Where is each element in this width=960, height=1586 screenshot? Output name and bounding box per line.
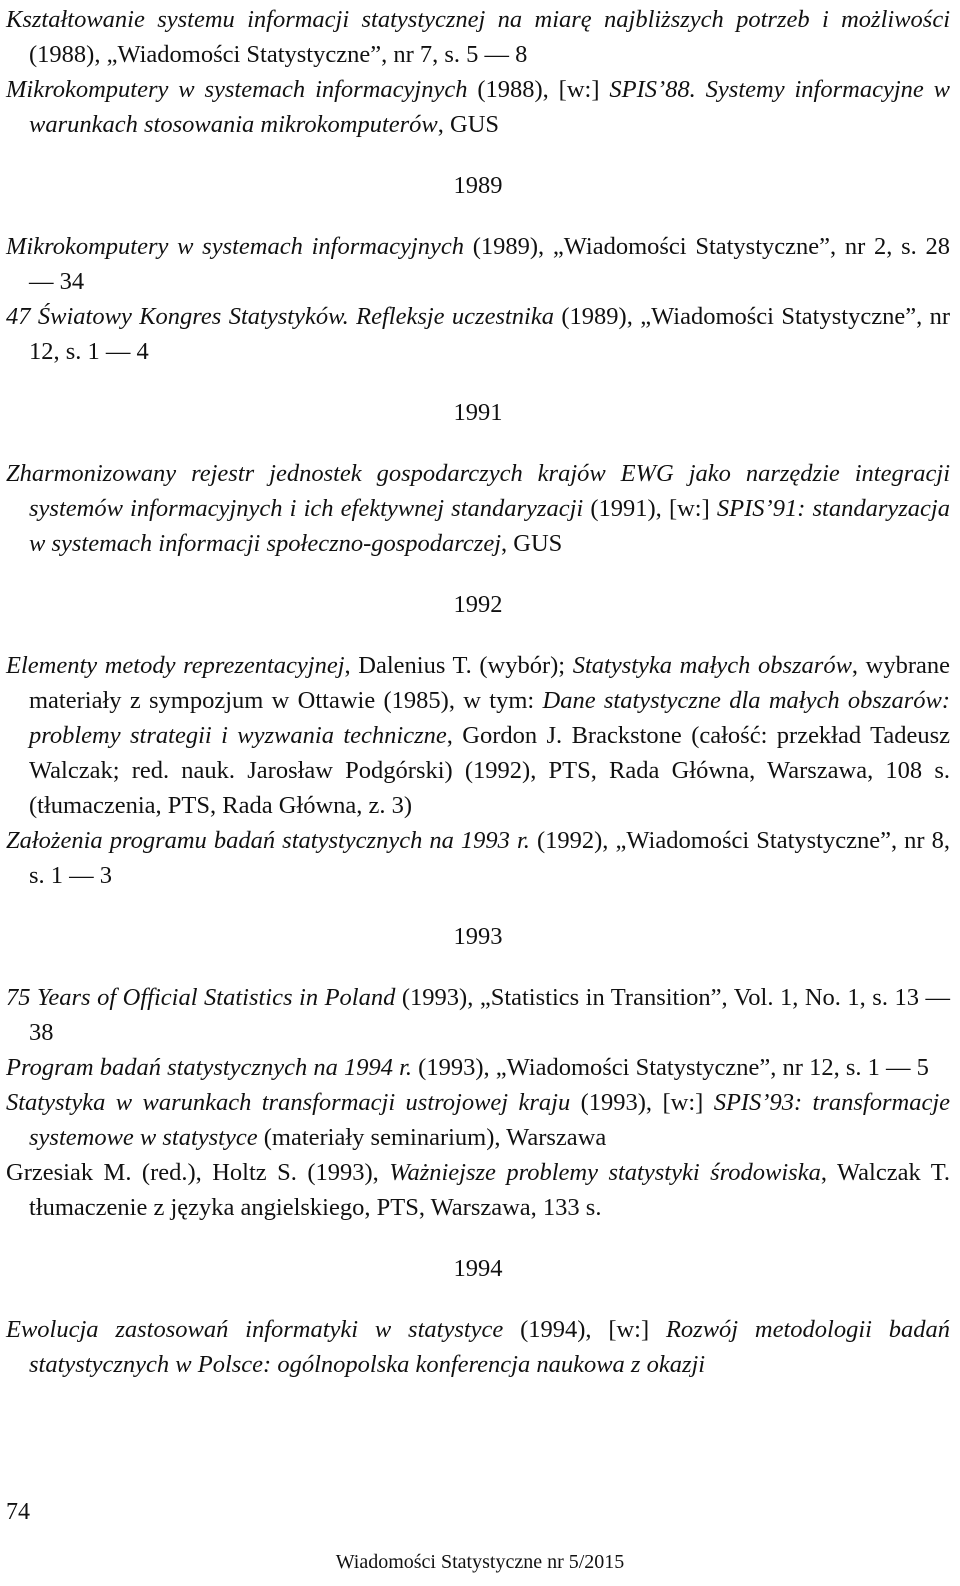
entry-title-italic: Mikrokomputery w systemach informacyjnych	[6, 76, 468, 103]
entry-title-italic: Założenia programu badań statystycznych na 1993 r.	[6, 827, 530, 854]
entry-text: (1993), [w:]	[570, 1089, 714, 1116]
entry-text: , GUS	[437, 111, 500, 138]
entry-title-italic: SPIS’91: standaryzacja w systemach informacji społeczno-gospodarczej	[29, 495, 950, 557]
entry-text: (1993), „Statistics in Transition”, Vol. 1, No. 1, s. 13 — 38	[29, 984, 950, 1046]
bibliography-entry	[6, 229, 950, 299]
entry-title-italic: Ważniejsze problemy statystyki środowiska	[389, 1159, 821, 1186]
entry-text: Grzesiak M. (red.), Holtz S. (1993),	[6, 1159, 390, 1186]
year-heading: 1993	[453, 923, 503, 950]
entry-title-italic: Statystyka małych obszarów	[572, 652, 852, 679]
bibliography-entry	[6, 1312, 950, 1382]
entry-text: (1989), „Wiadomości Statystyczne”, nr 2, s. 28 — 34	[29, 233, 950, 295]
entry-text: , wybrane materiały z sympozjum w Ottawie (1985), w tym:	[29, 652, 950, 714]
bibliography-entry	[6, 456, 950, 561]
entry-title-italic: Kształtowanie systemu informacji statystycznej na miarę najbliższych potrzeb i możliwości	[6, 6, 950, 33]
entry-title-italic: Elementy metody reprezentacyjnej	[6, 652, 345, 679]
entry-text: , Walczak T. tłumaczenie z języka angielskiego, PTS, Warszawa, 133 s.	[29, 1159, 950, 1221]
year-heading: 1994	[453, 1255, 503, 1282]
bibliography-entry	[6, 648, 950, 823]
entry-text: , Dalenius T. (wybór);	[344, 652, 573, 679]
entry-text: , GUS	[501, 530, 563, 557]
bibliography-entry	[6, 823, 950, 893]
entry-title-italic: Zharmonizowany rejestr jednostek gospodarczych krajów EWG jako narzędzie integracji systemów informacyjnych i ich efektywnej standaryzacji	[6, 460, 950, 522]
entry-text: (1992), „Wiadomości Statystyczne”, nr 8, s. 1 — 3	[29, 827, 950, 889]
entry-text: (1994), [w:]	[503, 1316, 666, 1343]
bibliography-entry	[6, 980, 950, 1050]
entry-text: (materiały seminarium), Warszawa	[257, 1124, 607, 1151]
entry-text: , Gordon J. Brackstone (całość: przekład Tadeusz Walczak; red. nauk. Jarosław Podgórski) (1992), PTS, Rada Główna, Warszawa, 108 s. (tłumaczenia, PTS, Rada Główna, z. 3)	[29, 722, 950, 819]
entry-title-italic: SPIS’88. Systemy informacyjne w warunkach stosowania mikrokomputerów	[29, 76, 950, 138]
entry-text: (1991), [w:]	[583, 495, 717, 522]
entry-title-italic: Rozwój metodologii badań statystycznych w Polsce: ogólnopolska konferencja naukowa z okazji	[29, 1316, 950, 1378]
bibliography-entry	[6, 1155, 950, 1225]
entry-title-italic: Dane statystyczne dla małych obszarów: problemy strategii i wyzwania techniczne	[29, 687, 950, 749]
entry-text: (1989), „Wiadomości Statystyczne”, nr 12, s. 1 — 4	[29, 303, 950, 365]
year-heading: 1992	[453, 591, 503, 618]
entry-title-italic: SPIS’93: transformacje systemowe w statystyce	[29, 1089, 950, 1151]
entry-text: (1993), „Wiadomości Statystyczne”, nr 12, s. 1 — 5	[412, 1054, 929, 1081]
bibliography-entry	[6, 1085, 950, 1155]
bibliography-entry	[6, 2, 950, 72]
page-number: 74	[6, 1499, 30, 1525]
entry-title-italic: Ewolucja zastosowań informatyki w statystyce	[6, 1316, 504, 1343]
entry-title-italic: Statystyka w warunkach transformacji ustrojowej kraju	[6, 1089, 571, 1116]
entry-text: (1988), „Wiadomości Statystyczne”, nr 7, s. 5 — 8	[29, 41, 528, 68]
year-heading: 1989	[453, 172, 503, 199]
bibliography-entry	[6, 1050, 950, 1085]
year-heading: 1991	[453, 399, 503, 426]
bibliography-list	[6, 2, 950, 1382]
entry-title-italic: Mikrokomputery w systemach informacyjnych	[6, 233, 464, 260]
entry-title-italic: Program badań statystycznych na 1994 r.	[6, 1054, 413, 1081]
entry-title-italic: 47 Światowy Kongres Statystyków. Refleksje uczestnika	[6, 303, 554, 330]
entry-text: (1988), [w:]	[467, 76, 610, 103]
bibliography-entry	[6, 299, 950, 369]
bibliography-entry	[6, 72, 950, 142]
journal-footer: Wiadomości Statystyczne nr 5/2015	[335, 1551, 625, 1573]
entry-title-italic: 75 Years of Official Statistics in Poland	[6, 984, 396, 1011]
